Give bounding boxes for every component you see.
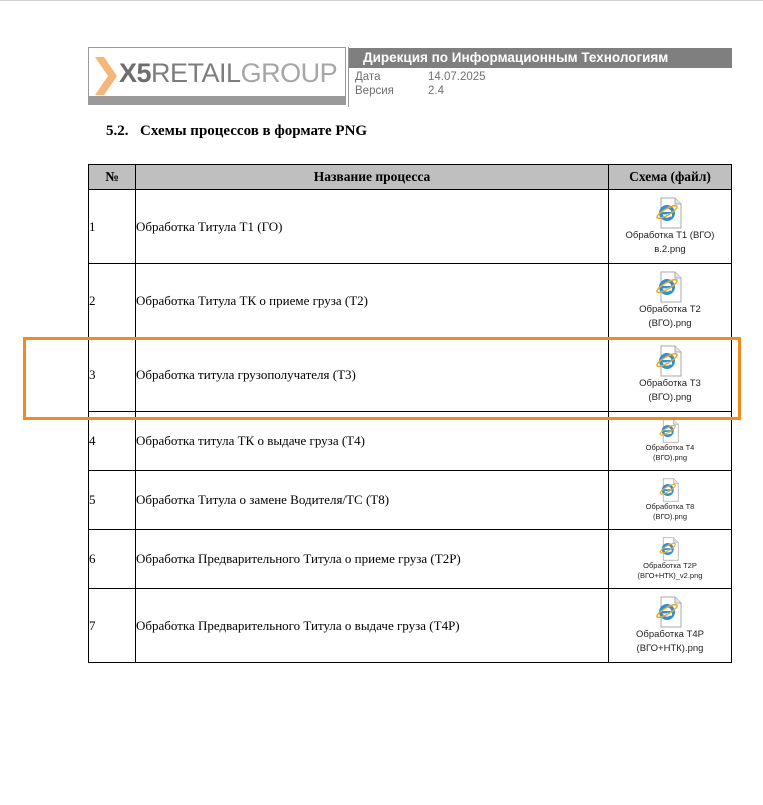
- version-label: Версия: [355, 85, 394, 97]
- file-name-line1: Обработка Т2: [639, 303, 701, 315]
- scheme-file-attachment[interactable]: [639, 345, 701, 405]
- date-value: 14.07.2025: [428, 71, 486, 83]
- file-name-line2: в.2.png: [654, 243, 686, 255]
- table-row: [89, 338, 732, 412]
- file-name-line1: Обработка Т3: [639, 377, 701, 389]
- column-header-process-name: Название процесса: [136, 165, 609, 190]
- ie-file-icon: [654, 345, 686, 377]
- file-name-line2: (ВГО).png: [648, 391, 692, 403]
- page-top-border: [0, 0, 763, 1]
- section-number: 5.2.: [106, 123, 129, 139]
- row-number: 2: [89, 264, 136, 338]
- process-name: Обработка Титула ТК о приеме груза (Т2): [136, 264, 609, 338]
- ie-file-icon: [658, 537, 682, 561]
- process-name: Обработка Титула Т1 (ГО): [136, 190, 609, 264]
- ie-file-icon: [658, 419, 682, 443]
- scheme-file-attachment[interactable]: [646, 419, 695, 463]
- table-row: [89, 530, 732, 589]
- file-name-line1: Обработка Т2Р: [643, 561, 697, 571]
- process-name: Обработка титула ТК о выдаче груза (Т4): [136, 412, 609, 471]
- file-name-line1: Обработка Т4Р: [636, 628, 704, 640]
- scheme-file-attachment[interactable]: [626, 197, 715, 257]
- company-logo: [88, 47, 346, 105]
- process-name: Обработка Титула о замене Водителя/ТС (Т8): [136, 471, 609, 530]
- scheme-file-attachment[interactable]: [646, 478, 695, 522]
- row-number: 3: [89, 338, 136, 412]
- file-name-line2: (ВГО+НТК).png: [636, 642, 704, 654]
- row-number: 1: [89, 190, 136, 264]
- date-label: Дата: [355, 71, 381, 83]
- file-name-line2: (ВГО).png: [652, 453, 688, 462]
- column-header-number: №: [89, 165, 136, 190]
- file-name-line1: Обработка Т8: [645, 502, 695, 512]
- process-name: Обработка титула грузополучателя (Т3): [136, 338, 609, 412]
- table-row: [89, 190, 732, 264]
- file-name-line1: Обработка Т1 (ВГО): [625, 229, 715, 241]
- process-name: Обработка Предварительного Титула о выдаче груза (Т4Р): [136, 589, 609, 663]
- ie-file-icon: [658, 478, 682, 502]
- table-header-row: [89, 165, 732, 190]
- row-number: 7: [89, 589, 136, 663]
- process-schemes-table: [88, 164, 732, 663]
- file-name-line1: Обработка Т4: [645, 443, 695, 453]
- section-title: Схемы процессов в формате PNG: [140, 123, 368, 139]
- row-number: 6: [89, 530, 136, 589]
- table-row: [89, 589, 732, 663]
- logo-chevron-icon: [95, 57, 119, 95]
- logo-wordmark: X5RETAILGROUP: [119, 58, 338, 88]
- file-name-line2: (ВГО).png: [648, 317, 692, 329]
- department-banner: Дирекция по Информационным Технологиям: [349, 48, 732, 68]
- version-value: 2.4: [428, 85, 444, 97]
- ie-file-icon: [654, 596, 686, 628]
- ie-file-icon: [654, 271, 686, 303]
- scheme-file-attachment[interactable]: [638, 537, 703, 581]
- column-header-scheme-file: Схема (файл): [609, 165, 732, 190]
- scheme-file-attachment[interactable]: [636, 596, 704, 656]
- ie-file-icon: [654, 197, 686, 229]
- file-name-line2: (ВГО+НТК)_v2.png: [637, 571, 703, 580]
- section-heading: [106, 123, 367, 140]
- table-row: [89, 471, 732, 530]
- row-number: 5: [89, 471, 136, 530]
- table-row: [89, 412, 732, 471]
- row-number: 4: [89, 412, 136, 471]
- scheme-file-attachment[interactable]: [639, 271, 701, 331]
- table-row: [89, 264, 732, 338]
- file-name-line2: (ВГО).png: [652, 512, 688, 521]
- process-name: Обработка Предварительного Титула о приеме груза (Т2Р): [136, 530, 609, 589]
